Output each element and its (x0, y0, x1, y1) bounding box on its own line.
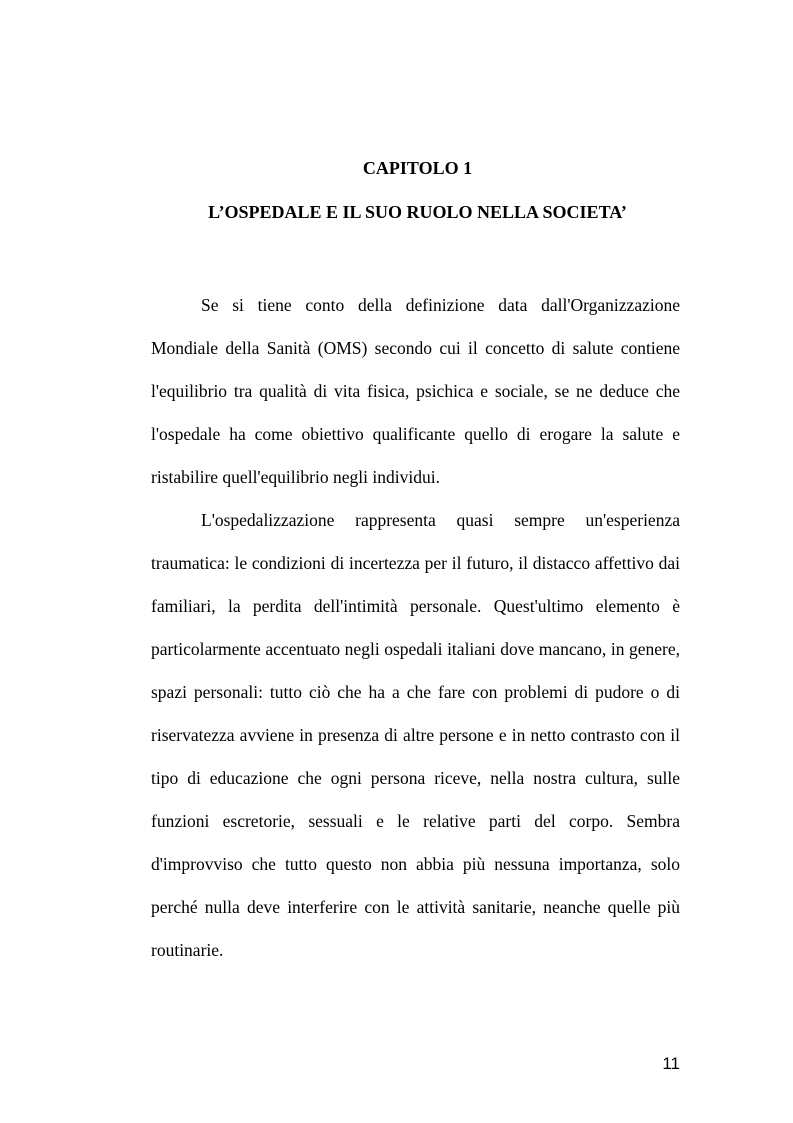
chapter-title: L’OSPEDALE E IL SUO RUOLO NELLA SOCIETA’ (208, 202, 627, 222)
page-number: 11 (662, 1054, 680, 1073)
body-text (151, 284, 680, 972)
paragraph-2: L'ospedalizzazione rappresenta quasi sempre un'esperienza traumatica: le condizioni di incertezza per il futuro, il distacco affettivo dai familiari, la perdita dell'intimità personale. Quest'ultimo elemento è particolarmente accentuato negli ospedali italiani dove mancano, in genere, spazi personali: tutto ciò che ha a che fare con problemi di pudore o di riservatezza avviene in presenza di altre persone e in netto contrasto con il tipo di educazione che ogni persona riceve, nella nostra cultura, sulle funzioni escretorie, sessuali e le relative parti del corpo. Sembra d'improvviso che tutto questo non abbia più nessuna importanza, solo perché nulla deve interferire con le attività sanitarie, neanche quelle più routinarie. (151, 510, 680, 960)
chapter-number: CAPITOLO 1 (362, 158, 473, 178)
paragraph-1: Se si tiene conto della definizione data dall'Organizzazione Mondiale della Sanità (OMS) secondo cui il concetto di salute contiene l'equilibrio tra qualità di vita fisica, psichica e sociale, se ne deduce che l'ospedale ha come obiettivo qualificante quello di erogare la salute e ristabilire quell'equilibrio negli individui. (151, 295, 680, 487)
